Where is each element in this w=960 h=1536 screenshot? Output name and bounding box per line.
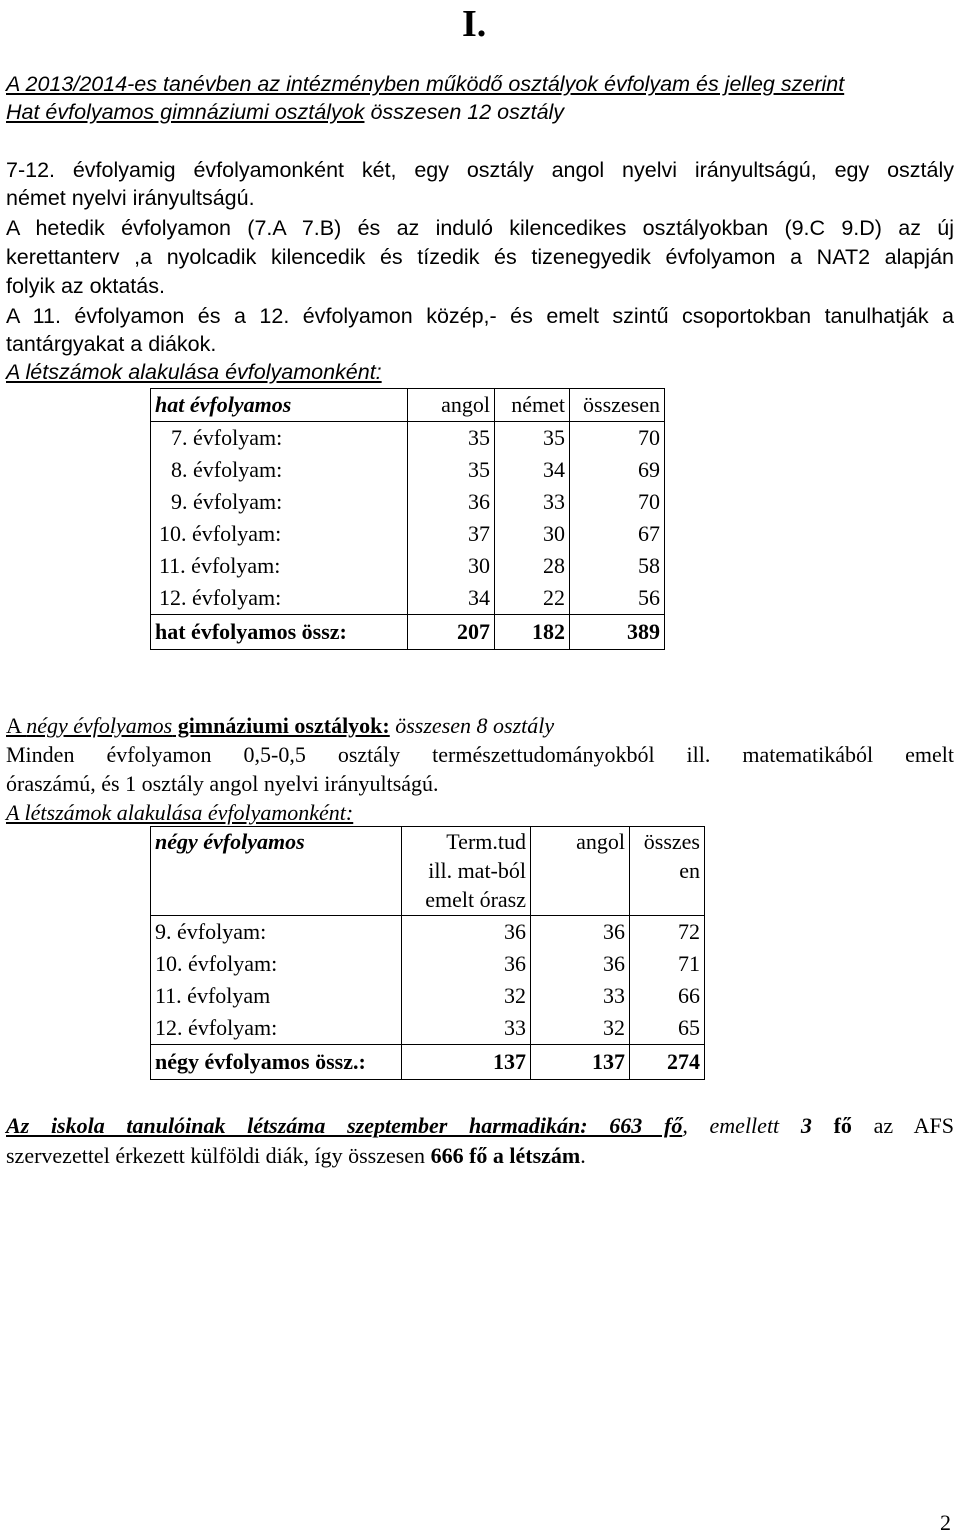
- row-label: 10. évfolyam:: [155, 951, 278, 976]
- cell-german: 33: [495, 486, 570, 518]
- heading-six-year-title: Hat évfolyamos gimnáziumi osztályok: [6, 100, 365, 124]
- cell-english: 33: [531, 980, 630, 1012]
- cell-german: 30: [495, 518, 570, 550]
- stats-heading: A létszámok alakulása évfolyamonként:: [6, 360, 382, 384]
- table-row: [151, 916, 705, 949]
- col-header-english: angol: [408, 389, 495, 422]
- row-label: 9. évfolyam:: [155, 919, 267, 944]
- row-label: 10. évfolyam:: [159, 521, 282, 546]
- heading-six-year-count: összesen 12 osztály: [364, 100, 565, 124]
- cell-english: 32: [531, 1012, 630, 1045]
- total-german: 182: [495, 615, 570, 650]
- row-label: 11. évfolyam: [155, 983, 271, 1008]
- summary-period: .: [580, 1143, 586, 1168]
- col-header-science-line-1: Term.tud: [446, 829, 526, 854]
- total-row: [151, 1045, 705, 1080]
- heading-four-year: [6, 712, 554, 740]
- summary-afs-text: az AFS: [851, 1113, 954, 1138]
- summary-afs-unit: fő: [811, 1113, 852, 1138]
- intro-line-7: tantárgyakat a diákok.: [6, 332, 217, 356]
- col-header-science-line-3: emelt órasz: [425, 887, 526, 912]
- table-row: [151, 486, 665, 518]
- cell-total: 72: [630, 916, 705, 949]
- cell-total: 67: [638, 521, 660, 546]
- row-label: 11. évfolyam:: [159, 553, 281, 578]
- cell-english: 35: [408, 454, 495, 486]
- summary-line-2: [6, 1142, 586, 1170]
- cell-science-math: 36: [402, 948, 531, 980]
- table-row: [151, 948, 705, 980]
- cell-total: 65: [630, 1012, 705, 1045]
- summary-addition-text: , emellett: [682, 1113, 801, 1138]
- table-row: [151, 980, 705, 1012]
- four-year-table: [150, 826, 705, 1080]
- row-label: 12. évfolyam:: [159, 585, 282, 610]
- col-header-total-line-1: összes: [643, 829, 700, 854]
- col-header-science-math: [402, 827, 531, 916]
- cell-total: 66: [630, 980, 705, 1012]
- cell-english: 37: [408, 518, 495, 550]
- heading-four-year-bold: gimnáziumi osztályok:: [172, 713, 390, 738]
- total-english: 207: [408, 615, 495, 650]
- heading-four-year-prefix: A: [6, 713, 27, 738]
- table-row: [151, 454, 665, 486]
- total-science-math: 137: [402, 1045, 531, 1080]
- table-row: [151, 550, 665, 582]
- col-header-english: angol: [531, 827, 630, 916]
- cell-total: 69: [638, 457, 660, 482]
- summary-count-text: Az iskola tanulóinak létszáma szeptember harmadikán: 663 fő: [6, 1113, 683, 1138]
- table-row: [151, 1012, 705, 1045]
- six-year-table: [150, 388, 665, 650]
- summary-foreign-text: szervezettel érkezett külföldi diák, így összesen: [6, 1143, 431, 1168]
- cell-total: 71: [630, 948, 705, 980]
- cell-english: 35: [408, 422, 495, 455]
- intro-line-2: német nyelvi irányultságú.: [6, 186, 255, 210]
- row-label: 9. évfolyam:: [171, 489, 283, 514]
- cell-german: 34: [495, 454, 570, 486]
- four-year-desc-line-1: Minden évfolyamon 0,5-0,5 osztály természettudományokból ill. matematikából emelt: [6, 742, 954, 767]
- col-header-total-line-2: en: [679, 858, 700, 883]
- row-label: 7. évfolyam:: [171, 425, 283, 450]
- cell-total: 70: [638, 489, 660, 514]
- cell-science-math: 33: [402, 1012, 531, 1045]
- cell-english: 34: [408, 582, 495, 615]
- intro-line-6: A 11. évfolyamon és a 12. évfolyamon közép,- és emelt szintű csoportokban tanulhatják a: [6, 304, 954, 328]
- summary-line-1: [6, 1112, 954, 1140]
- cell-science-math: 36: [402, 916, 531, 949]
- cell-english: 36: [408, 486, 495, 518]
- total-sum: 389: [570, 615, 665, 650]
- col-header-total: összesen: [570, 389, 665, 422]
- col-header-total: [630, 827, 705, 916]
- col-header-program: hat évfolyamos: [151, 389, 408, 422]
- heading-four-year-count: összesen 8 osztály: [389, 713, 555, 738]
- table-row: [151, 518, 665, 550]
- table-header-row: [151, 827, 705, 916]
- row-label: 12. évfolyam:: [155, 1015, 278, 1040]
- page-number: 2: [940, 1510, 951, 1535]
- total-english: 137: [531, 1045, 630, 1080]
- col-header-program: négy évfolyamos: [151, 827, 402, 916]
- cell-english: 30: [408, 550, 495, 582]
- total-label: négy évfolyamos össz.:: [151, 1045, 402, 1080]
- heading-year-classes: A 2013/2014-es tanévben az intézményben működő osztályok évfolyam és jelleg szerint: [6, 72, 845, 96]
- intro-line-4: kerettanterv ,a nyolcadik kilencedik és tízedik és tizenegyedik évfolyamon a NAT2 alapján: [6, 245, 954, 269]
- intro-line-5: folyik az oktatás.: [6, 274, 165, 298]
- cell-german: 22: [495, 582, 570, 615]
- four-year-desc-line-2: óraszámú, és 1 osztály angol nyelvi irányultságú.: [6, 771, 439, 796]
- heading-six-year: [6, 98, 564, 126]
- total-row: [151, 615, 665, 650]
- section-numeral: I.: [462, 3, 487, 45]
- table-row: [151, 422, 665, 455]
- cell-total: 70: [638, 425, 660, 450]
- table-row: [151, 582, 665, 615]
- cell-total: 58: [638, 553, 660, 578]
- col-header-science-line-2: ill. mat-ból: [428, 858, 526, 883]
- col-header-german: német: [495, 389, 570, 422]
- intro-line-1: 7-12. évfolyamig évfolyamonként két, egy osztály angol nyelvi irányultságú, egy osztály: [6, 158, 954, 182]
- cell-english: 36: [531, 948, 630, 980]
- table-header-row: [151, 389, 665, 422]
- cell-total: 56: [638, 585, 660, 610]
- cell-english: 36: [531, 916, 630, 949]
- stats-heading-2: A létszámok alakulása évfolyamonként:: [6, 800, 354, 825]
- summary-total: 666 fő a létszám: [430, 1143, 581, 1168]
- row-label: 8. évfolyam:: [171, 457, 283, 482]
- total-label: hat évfolyamos össz:: [151, 615, 408, 650]
- cell-science-math: 32: [402, 980, 531, 1012]
- cell-german: 28: [495, 550, 570, 582]
- cell-german: 35: [495, 422, 570, 455]
- summary-afs-count: 3: [800, 1113, 812, 1138]
- heading-four-year-italic: négy évfolyamos: [26, 713, 173, 738]
- intro-line-3: A hetedik évfolyamon (7.A 7.B) és az induló kilencedikes osztályokban (9.C 9.D) az új: [6, 216, 954, 240]
- total-sum: 274: [630, 1045, 705, 1080]
